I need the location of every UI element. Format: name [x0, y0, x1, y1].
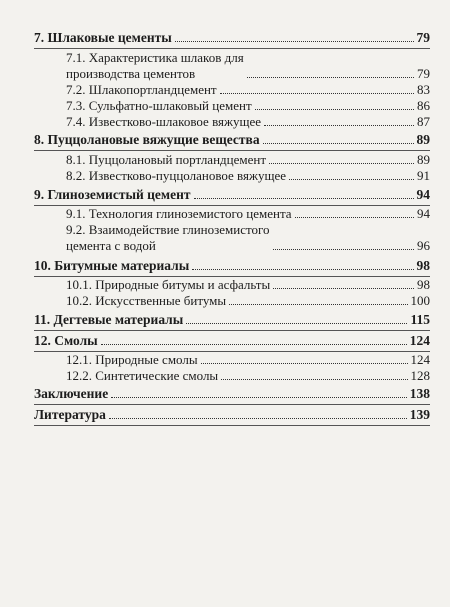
toc-entry-title: [66, 50, 244, 82]
toc-entry-title-line: 9.2. Взаимодействие глиноземистого: [66, 222, 270, 237]
dotted-leader: [186, 323, 407, 324]
toc-entry-title: [66, 222, 270, 254]
dotted-leader: [295, 217, 414, 218]
toc-page-number: 94: [417, 206, 430, 221]
toc-section-entry: [34, 277, 430, 293]
dotted-leader: [263, 143, 414, 144]
toc-page-number: 87: [417, 114, 430, 129]
toc-section-entry: [34, 152, 430, 168]
dotted-leader: [255, 109, 414, 110]
dotted-leader: [192, 269, 413, 270]
toc-section-entry: [34, 206, 430, 222]
toc-section-entry: [34, 222, 430, 254]
toc-section-entry: [34, 368, 430, 384]
toc-page-number: 79: [416, 30, 430, 45]
toc-entry-title: [66, 152, 266, 168]
toc-entry-title-line: 8.1. Пуццолановый портландцемент: [66, 152, 267, 167]
dotted-leader: [220, 93, 414, 94]
toc-chapter-entry: [34, 407, 430, 423]
toc-section-entry: [34, 168, 430, 184]
toc-entry-title: [66, 82, 217, 98]
toc-entry-title-line: 8.2. Известково-пуццолановое вяжущее: [66, 168, 287, 183]
toc-entry-title-line: 10.1. Природные битумы и асфальты: [66, 277, 271, 292]
dotted-leader: [269, 163, 414, 164]
dotted-leader: [264, 125, 414, 126]
dotted-leader: [247, 77, 414, 78]
toc-entry-title: [34, 132, 260, 148]
toc-page-number: 139: [409, 407, 430, 422]
toc-section-entry: [34, 50, 430, 82]
dotted-leader: [289, 179, 414, 180]
dotted-leader: [175, 41, 414, 42]
toc-page-number: 100: [410, 293, 430, 308]
toc-entry-title: [66, 168, 286, 184]
toc-page-number: 94: [416, 187, 430, 202]
dotted-leader: [109, 418, 407, 419]
dotted-leader: [194, 198, 414, 199]
toc-entry-title-line: 7.1. Характеристика шлаков для: [66, 50, 244, 65]
toc-entry-title-line: 12. Смолы: [34, 333, 98, 348]
chapter-underline: [34, 404, 430, 405]
toc-section-entry: [34, 98, 430, 114]
toc-page-number: 124: [409, 333, 430, 348]
toc-page-number: 138: [409, 386, 430, 401]
toc-entry-title-line: 11. Дегтевые материалы: [34, 312, 184, 327]
dotted-leader: [201, 363, 408, 364]
toc-entry-title-line: Литература: [34, 407, 106, 422]
chapter-underline: [34, 150, 430, 151]
toc-entry-title-line: 7.2. Шлакопортландцемент: [66, 82, 217, 97]
toc-chapter-entry: [34, 258, 430, 274]
toc-page-number: 124: [410, 352, 430, 367]
toc-entry-title-continuation: цемента с водой: [66, 238, 156, 253]
toc-page-number: 83: [417, 82, 430, 97]
chapter-underline: [34, 425, 430, 426]
toc-entry-title: [34, 187, 191, 203]
toc-entry-title-line: 12.2. Синтетические смолы: [66, 368, 219, 383]
toc-page-number: 128: [410, 368, 430, 383]
toc-entry-title: [66, 352, 198, 368]
dotted-leader: [229, 304, 407, 305]
toc-chapter-entry: [34, 333, 430, 349]
toc-entry-title-line: 12.1. Природные смолы: [66, 352, 198, 367]
toc-entry-title: [66, 293, 226, 309]
toc-entry-title-line: 9. Глиноземистый цемент: [34, 187, 191, 202]
toc-chapter-entry: [34, 132, 430, 148]
chapter-underline: [34, 48, 430, 49]
toc-page-number: 115: [410, 312, 430, 327]
toc-entry-title-line: 10.2. Искусственные битумы: [66, 293, 227, 308]
toc-entry-title-line: Заключение: [34, 386, 109, 401]
toc-page-number: 89: [417, 152, 430, 167]
toc-entry-title: [34, 386, 108, 402]
toc-entry-title-line: 7.4. Известково-шлаковое вяжущее: [66, 114, 262, 129]
toc-section-entry: [34, 352, 430, 368]
toc-entry-title: [66, 114, 261, 130]
toc-entry-title: [66, 206, 292, 222]
toc-chapter-entry: [34, 187, 430, 203]
toc-chapter-entry: [34, 386, 430, 402]
toc-section-entry: [34, 114, 430, 130]
toc-chapter-entry: [34, 312, 430, 328]
toc-entry-title: [34, 258, 189, 274]
toc-page-number: 96: [417, 238, 430, 253]
toc-section-entry: [34, 293, 430, 309]
toc-entry-title-line: 9.1. Технология глиноземистого цемента: [66, 206, 292, 221]
toc-chapter-entry: [34, 30, 430, 46]
toc-entry-title-line: 8. Пуццолановые вяжущие вещества: [34, 132, 260, 147]
toc-entry-title: [66, 98, 252, 114]
toc-section-entry: [34, 82, 430, 98]
toc-page-number: 91: [417, 168, 430, 183]
dotted-leader: [273, 288, 414, 289]
toc-entry-title: [34, 312, 183, 328]
toc-entry-title: [66, 277, 270, 293]
toc-entry-title: [66, 368, 218, 384]
dotted-leader: [111, 397, 407, 398]
toc-page-number: 89: [416, 132, 430, 147]
toc-page-number: 79: [417, 66, 430, 81]
dotted-leader: [221, 379, 407, 380]
toc-entry-title-line: 10. Битумные материалы: [34, 258, 190, 273]
dotted-leader: [273, 249, 415, 250]
dotted-leader: [101, 344, 407, 345]
toc-entry-title: [34, 333, 98, 349]
toc-page-number: 86: [417, 98, 430, 113]
toc-entry-title: [34, 407, 106, 423]
chapter-underline: [34, 330, 430, 331]
toc-entry-title-line: 7.3. Сульфатно-шлаковый цемент: [66, 98, 252, 113]
toc-page-number: 98: [417, 277, 430, 292]
toc-entry-title-continuation: производства цементов: [66, 66, 196, 81]
toc-entry-title-line: 7. Шлаковые цементы: [34, 30, 172, 45]
toc-page-number: 98: [416, 258, 430, 273]
toc-entry-title: [34, 30, 172, 46]
